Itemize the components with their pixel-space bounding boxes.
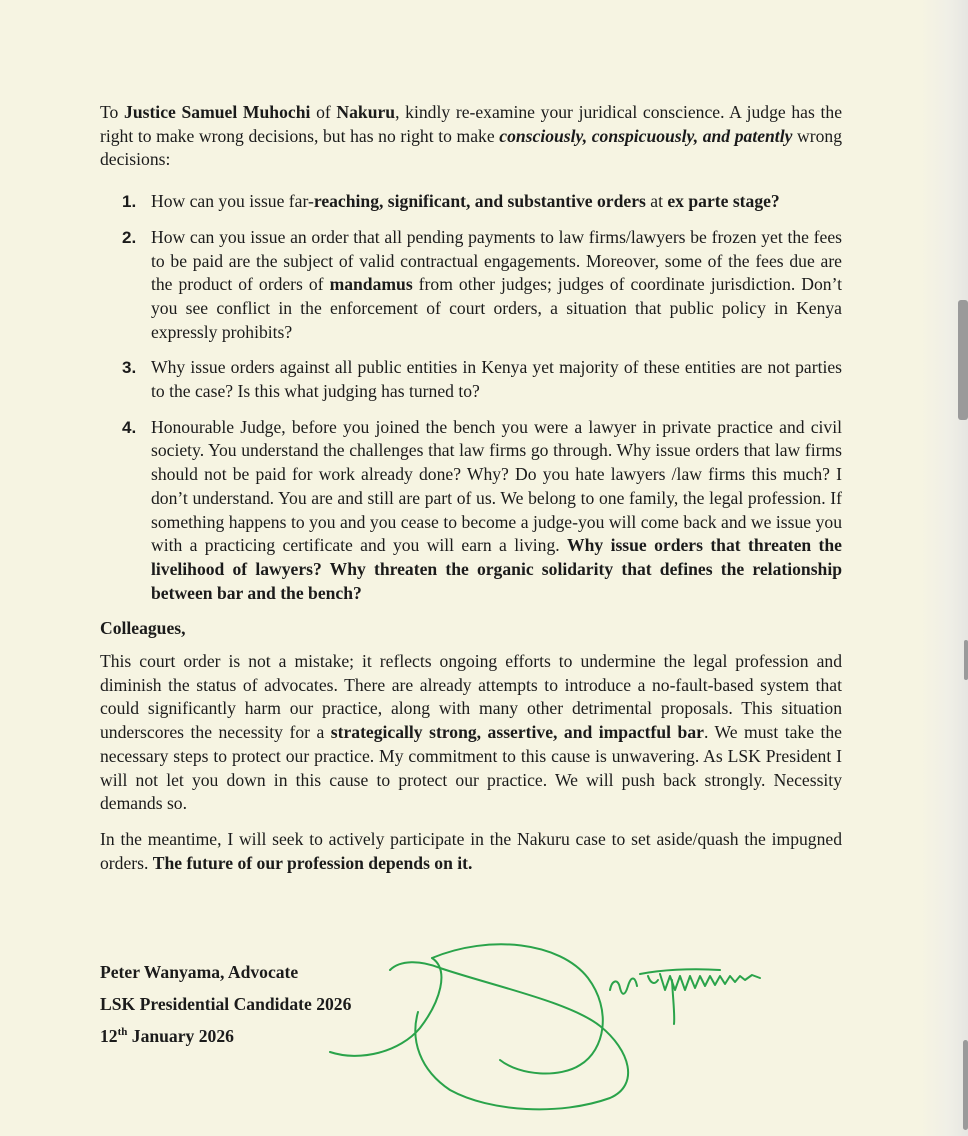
item-text: at [645, 191, 668, 212]
item-text: How can you issue far- [151, 191, 314, 212]
date-month-year: January 2026 [127, 1026, 234, 1046]
item-text: Honourable Judge, before you joined the bench you were a lawyer in private practice and civil society. You understand the challenges that law firms go through. Why issue orders that law firms should not be paid for work already done? Why? Do you hate lawyers /law firms this much? I don’t understand. You are and still are part of us. We belong to one family, the legal profession. If something happens to you and you cease to become a judge-you will come back and we issue you with a practicing certificate and you will earn a living. [151, 416, 842, 556]
colleagues-heading: Colleagues, [100, 618, 186, 639]
intro-text: , kindly re-examine your juridical conscience. A judge has the right to make wrong decisions, but has no right to make [100, 102, 843, 146]
signoff-block [100, 956, 351, 1052]
date-suffix: th [117, 1026, 128, 1039]
intro-text: To [100, 102, 125, 122]
emphasis-text: consciously, conspicuously, and patently [499, 125, 793, 146]
item-emphasis: reaching, significant, and substantive orders [313, 191, 646, 212]
intro-text: wrong decisions: [100, 125, 842, 170]
item-emphasis: Why issue orders that threaten the livelihood of lawyers? Why threaten the organic solidarity that defines the relationship between bar and the bench? [151, 535, 842, 603]
intro-text: of [310, 102, 337, 122]
paragraph-emphasis: The future of our profession depends on it. [152, 852, 473, 873]
paragraph-emphasis: strategically strong, assertive, and impactful bar [330, 722, 704, 743]
item-text: How can you issue an order that all pending payments to law firms/lawyers be frozen yet the fees to be paid are the subject of valid contractual engagements. Moreover, some of the fees due are the product of orders of [151, 226, 842, 295]
judge-name: Justice Samuel Muhochi [124, 102, 311, 122]
list-item [100, 190, 842, 214]
paragraph-text: This court order is not a mistake; it reflects ongoing efforts to undermine the legal profession and diminish the status of advocates. There are already attempts to introduce a no-fault-based system that could significantly harm our practice, along with many other detrimental proposals. This situation underscores the necessity for a [100, 651, 842, 743]
item-emphasis: mandamus [329, 274, 413, 295]
scan-edge-mark [963, 1040, 968, 1130]
author-name: Peter Wanyama, Advocate [100, 962, 299, 982]
scan-edge-mark [958, 300, 968, 420]
date-day: 12 [100, 1026, 118, 1046]
handwritten-signature [320, 930, 790, 1120]
colleagues-paragraph [100, 650, 842, 816]
paragraph-text: . We must take the necessary steps to protect our practice. My commitment to this cause is unwavering. As LSK President I will not let you down in this cause to protect our practice. We will push back strongly. Necessity demands so. [100, 722, 842, 814]
item-text: from other judges; judges of coordinate jurisdiction. Don’t you see conflict in the enforcement of court orders, a situation that public policy in Kenya expressly prohibits? [151, 274, 843, 342]
list-item [100, 416, 842, 606]
author-title: LSK Presidential Candidate 2026 [100, 994, 352, 1014]
letter-date [100, 1020, 351, 1052]
item-number: 2. [122, 227, 137, 247]
item-number: 3. [122, 358, 137, 378]
item-text: Why issue orders against all public entities in Kenya yet majority of these entities are not parties to the case? Is this what judging has turned to? [151, 357, 842, 402]
item-emphasis: ex parte stage? [667, 191, 780, 212]
closing-paragraph [100, 828, 842, 875]
letter-body [100, 101, 842, 875]
scan-edge-mark [964, 640, 968, 680]
paragraph-text: In the meantime, I will seek to actively participate in the Nakuru case to set aside/quash the impugned orders. [100, 828, 842, 873]
issues-list [100, 190, 842, 605]
list-item [100, 356, 842, 403]
court-location: Nakuru [336, 102, 396, 122]
item-number: 4. [122, 417, 137, 437]
list-item [100, 226, 842, 345]
intro-paragraph [100, 101, 842, 172]
page-edge [920, 0, 968, 1136]
item-number: 1. [122, 192, 137, 212]
